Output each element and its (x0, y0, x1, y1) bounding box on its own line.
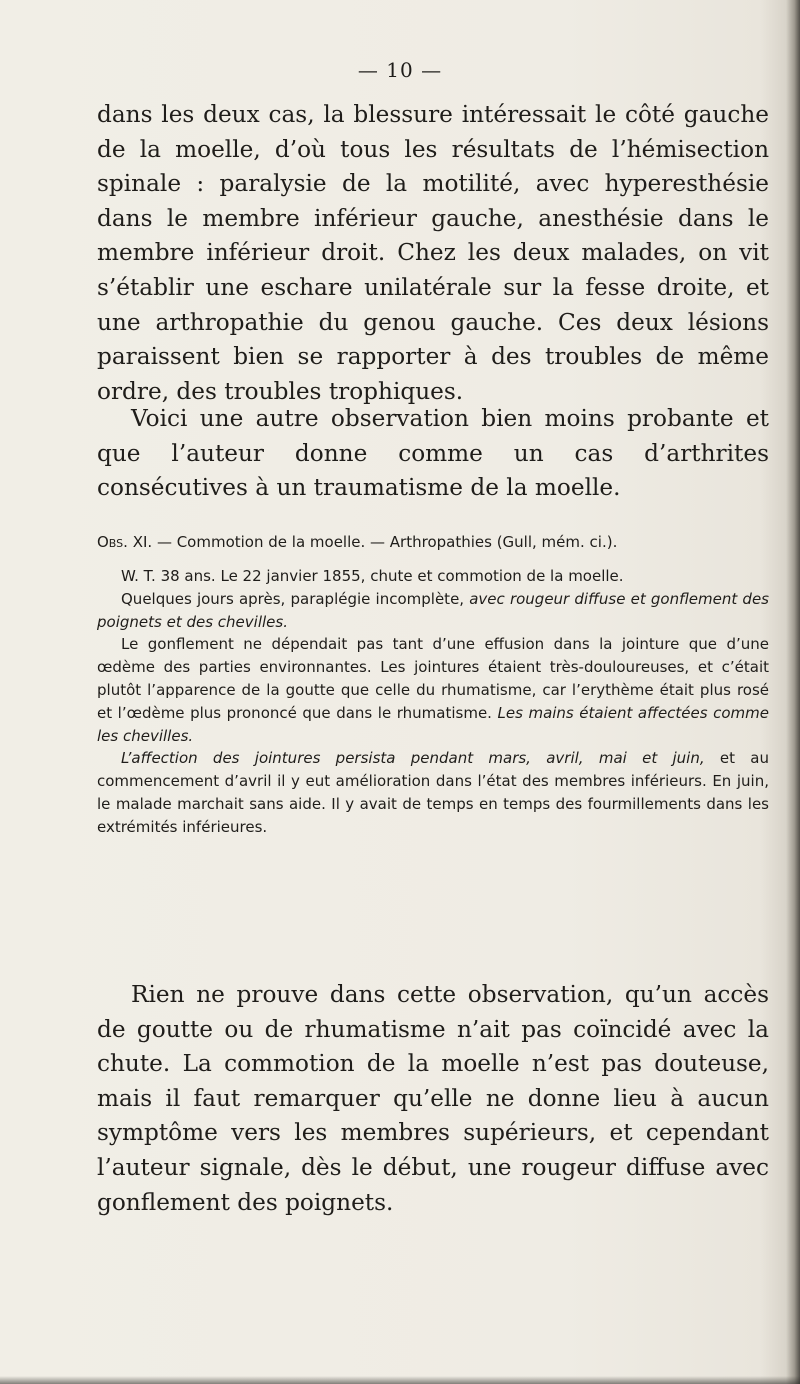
page-number: — 10 — (357, 58, 443, 82)
observation-paragraph-3: Le gonflement ne dépendait pas tant d’une effusion dans la jointure que d’une œdème des parties environnantes. Les jointures étaient très-douloureuses, et c’était plutôt l’apparence de la goutte que celle du rhumatisme, car l’erythème était plus rosé et l’œdème plus prononcé que dans le rhumatisme. Les mains étaient affectées comme les chevilles. (97, 635, 770, 745)
body-paragraph-2: Voici une autre observation bien moins probante et que l’auteur donne comme un cas d’arthrites consécutives à un traumatisme de la moelle. (97, 405, 769, 502)
page-bottom-shadow (0, 1376, 800, 1384)
observation-paragraph-2: Quelques jours après, paraplégie incomplète, avec rougeur diffuse et gonflement des poignets et des chevilles. (97, 589, 769, 631)
body-paragraph-3: Rien ne prouve dans cette observation, qu’un accès de goutte ou de rhumatisme n’ait pas coïncidé avec la chute. La commotion de la moelle n’est pas douteuse, mais il faut remarquer qu’elle ne donne lieu à aucun symptôme vers les membres supérieurs, et cependant l’auteur signale, dès le début, une rougeur diffuse avec gonflement des poignets. (97, 981, 769, 1216)
observation-paragraph-4: L’affection des jointures persista pendant mars, avril, mai et juin, et au commencement d’avril il y eut amélioration dans l’état des membres inférieurs. En juin, le malade marchait sans aide. Il y avait de temps en temps des fourmillements dans les extrémités inférieures. (97, 749, 769, 836)
body-paragraph-1: dans les deux cas, la blessure intéressait le côté gauche de la moelle, d’où tous les résultats de l’hémisection spinale : paralysie de la motilité, avec hyperesthésie dans le membre inférieur gauche, anesthésie dans le membre inférieur droit. Chez les deux malades, on vit s’établir une eschare unilatérale sur la fesse droite, et une arthropathie du genou gauche. Ces deux lésions paraissent bien se rapporter à des troubles de même ordre, des troubles trophiques. (97, 101, 769, 405)
observation-title: XI. — Commotion de la moelle. — Arthropathies (Gull, mém. ci.). (132, 533, 618, 551)
observation-body (97, 565, 769, 839)
page-edge-shadow (786, 0, 800, 1384)
observation-label: Obs. (97, 533, 128, 551)
observation-heading (97, 531, 769, 553)
observation-paragraph-1: W. T. 38 ans. Le 22 janvier 1855, chute et commotion de la moelle. (121, 567, 624, 585)
